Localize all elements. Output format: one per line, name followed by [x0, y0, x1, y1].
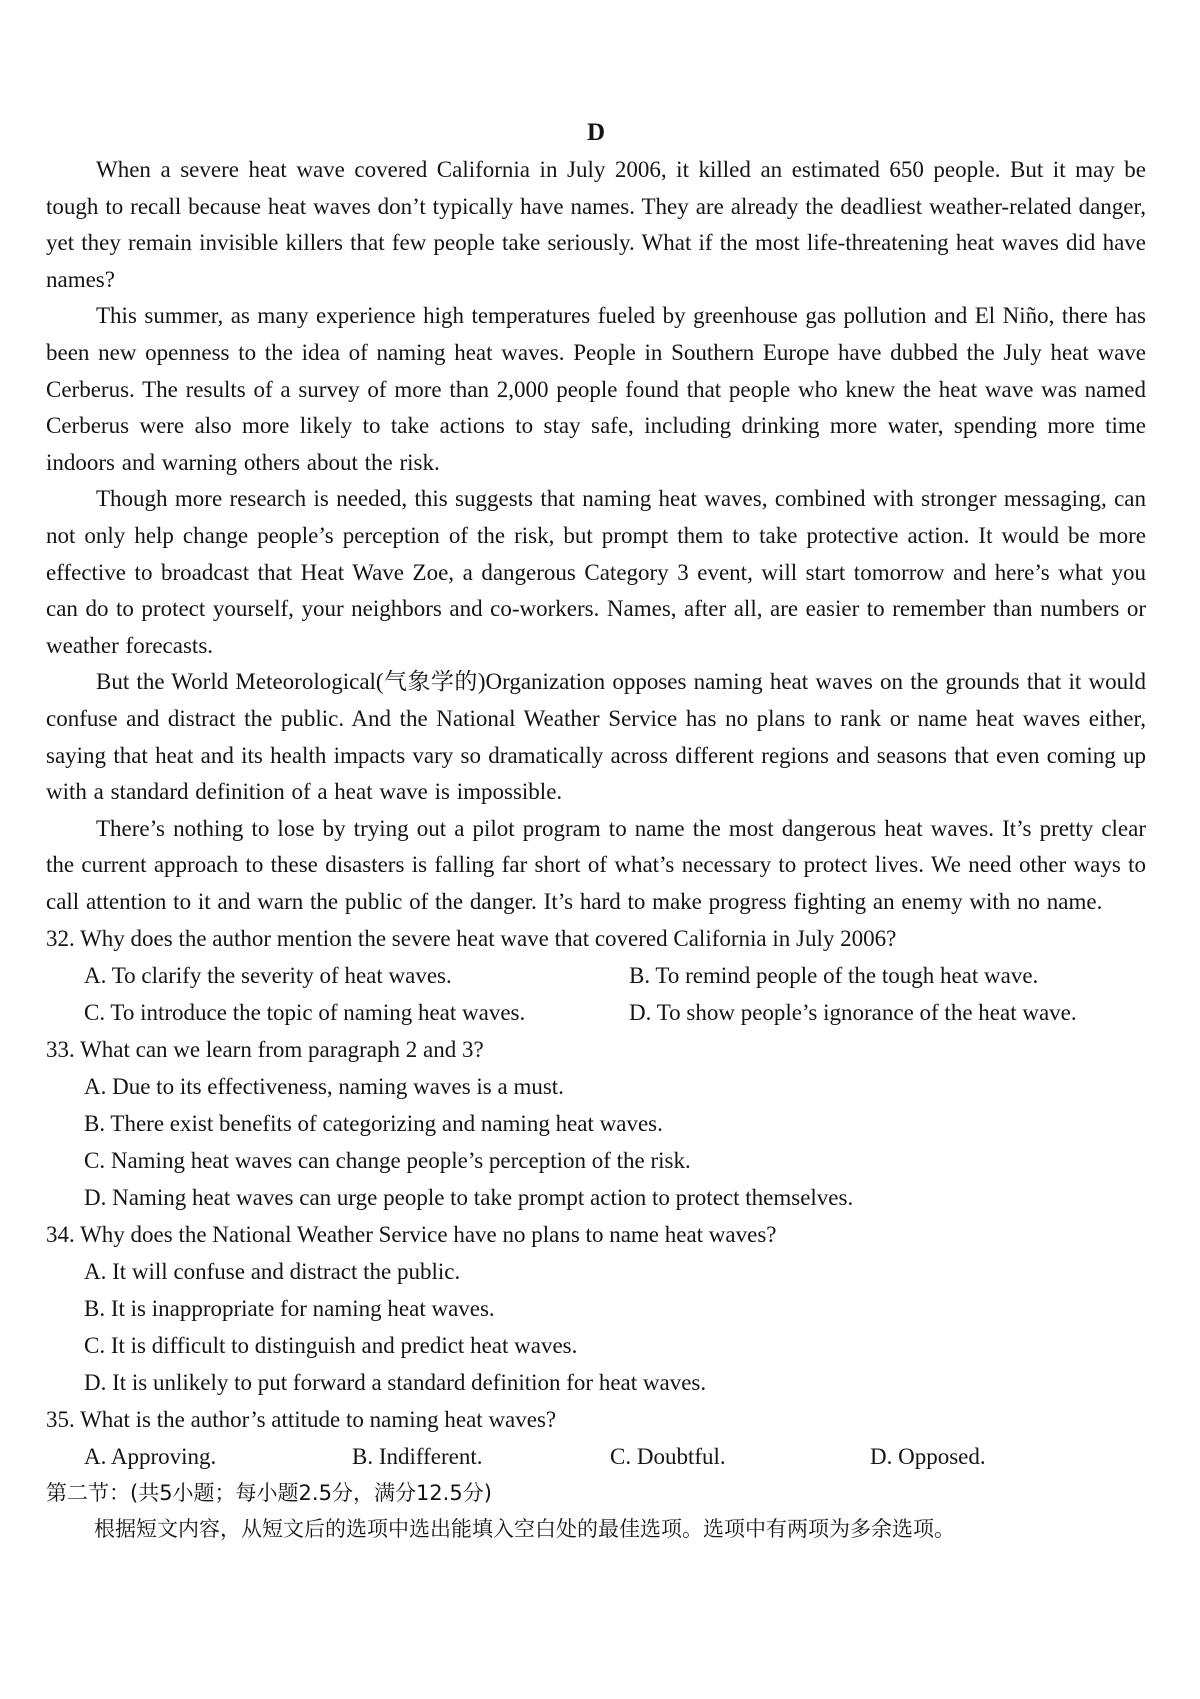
question-33: [46, 1031, 1146, 1216]
option-list: [46, 1068, 1146, 1216]
option-c: C. To introduce the topic of naming heat waves.: [84, 1000, 526, 1026]
question-stem: 34. Why does the National Weather Service have no plans to name heat waves?: [46, 1222, 777, 1248]
section-2-title: 第二节：(共5小题；每小题2.5分，满分12.5分): [46, 1481, 492, 1506]
option-b: B. It is inappropriate for naming heat waves.: [84, 1296, 495, 1322]
option-list: [46, 1438, 1146, 1475]
option-c: C. It is difficult to distinguish and predict heat waves.: [84, 1333, 578, 1359]
option-c: C. Naming heat waves can change people’s perception of the risk.: [84, 1148, 691, 1174]
question-stem: 35. What is the author’s attitude to naming heat waves?: [46, 1407, 557, 1433]
passage-paragraph-2: This summer, as many experience high temperatures fueled by greenhouse gas pollution and El Niño, there has been new openness to the idea of naming heat waves. People in Southern Europe have dubbed the July heat wave Cerberus. The results of a survey of more than 2,000 people found that people who knew the heat wave was named Cerberus were also more likely to take actions to stay safe, including drinking more water, spending more time indoors and warning others about the risk.: [46, 303, 1146, 475]
option-d: D. Naming heat waves can urge people to take prompt action to protect themselves.: [84, 1185, 854, 1211]
passage-paragraph-1: When a severe heat wave covered California in July 2006, it killed an estimated 650 people. But it may be tough to recall because heat waves don’t typically have names. They are already the deadliest weather-related danger, yet they remain invisible killers that few people take seriously. What if the most life-threatening heat waves did have names?: [46, 157, 1146, 292]
passage-heading: D: [586, 119, 606, 146]
option-d: D. Opposed.: [870, 1444, 986, 1470]
option-b: B. There exist benefits of categorizing and naming heat waves.: [84, 1111, 663, 1137]
question-32: [46, 920, 1146, 1031]
passage-paragraph-4: But the World Meteorological(气象学的)Organization opposes naming heat waves on the grounds that it would confuse and distract the public. And the National Weather Service has no plans to rank or name heat waves either, saying that heat and its health impacts vary so dramatically across different regions and seasons that even coming up with a standard definition of a heat wave is impossible.: [46, 669, 1146, 805]
option-c: C. Doubtful.: [610, 1444, 726, 1470]
question-34: [46, 1216, 1146, 1401]
passage-paragraph-5: There’s nothing to lose by trying out a pilot program to name the most dangerous heat waves. It’s pretty clear the current approach to these disasters is falling far short of what’s necessary to protect lives. We need other ways to call attention to it and warn the public of the danger. It’s hard to make progress fighting an enemy with no name.: [46, 815, 1146, 914]
option-d: D. It is unlikely to put forward a standard definition for heat waves.: [84, 1370, 707, 1396]
question-stem: 32. Why does the author mention the severe heat wave that covered California in July 2006?: [46, 926, 897, 952]
option-a: A. It will confuse and distract the public.: [84, 1259, 461, 1285]
option-a: A. To clarify the severity of heat waves.: [84, 963, 452, 989]
section-2-instruction: 根据短文内容，从短文后的选项中选出能填入空白处的最佳选项。选项中有两项为多余选项。: [94, 1517, 955, 1542]
passage-paragraph-3: Though more research is needed, this suggests that naming heat waves, combined with stronger messaging, can not only help change people’s perception of the risk, but prompt them to take protective action. It would be more effective to broadcast that Heat Wave Zoe, a dangerous Category 3 event, will start tomorrow and here’s what you can do to protect yourself, your neighbors and co-workers. Names, after all, are easier to remember than numbers or weather forecasts.: [46, 486, 1146, 658]
question-35: [46, 1401, 1146, 1475]
option-d: D. To show people’s ignorance of the heat wave.: [629, 1000, 1077, 1026]
option-list: [46, 1253, 1146, 1401]
option-b: B. To remind people of the tough heat wave.: [629, 963, 1039, 989]
option-list: [46, 957, 1146, 1031]
question-stem: 33. What can we learn from paragraph 2 and 3?: [46, 1037, 484, 1063]
option-a: A. Due to its effectiveness, naming waves is a must.: [84, 1074, 564, 1100]
exam-page: [46, 118, 1146, 1547]
option-b: B. Indifferent.: [352, 1444, 483, 1470]
option-a: A. Approving.: [84, 1444, 217, 1470]
